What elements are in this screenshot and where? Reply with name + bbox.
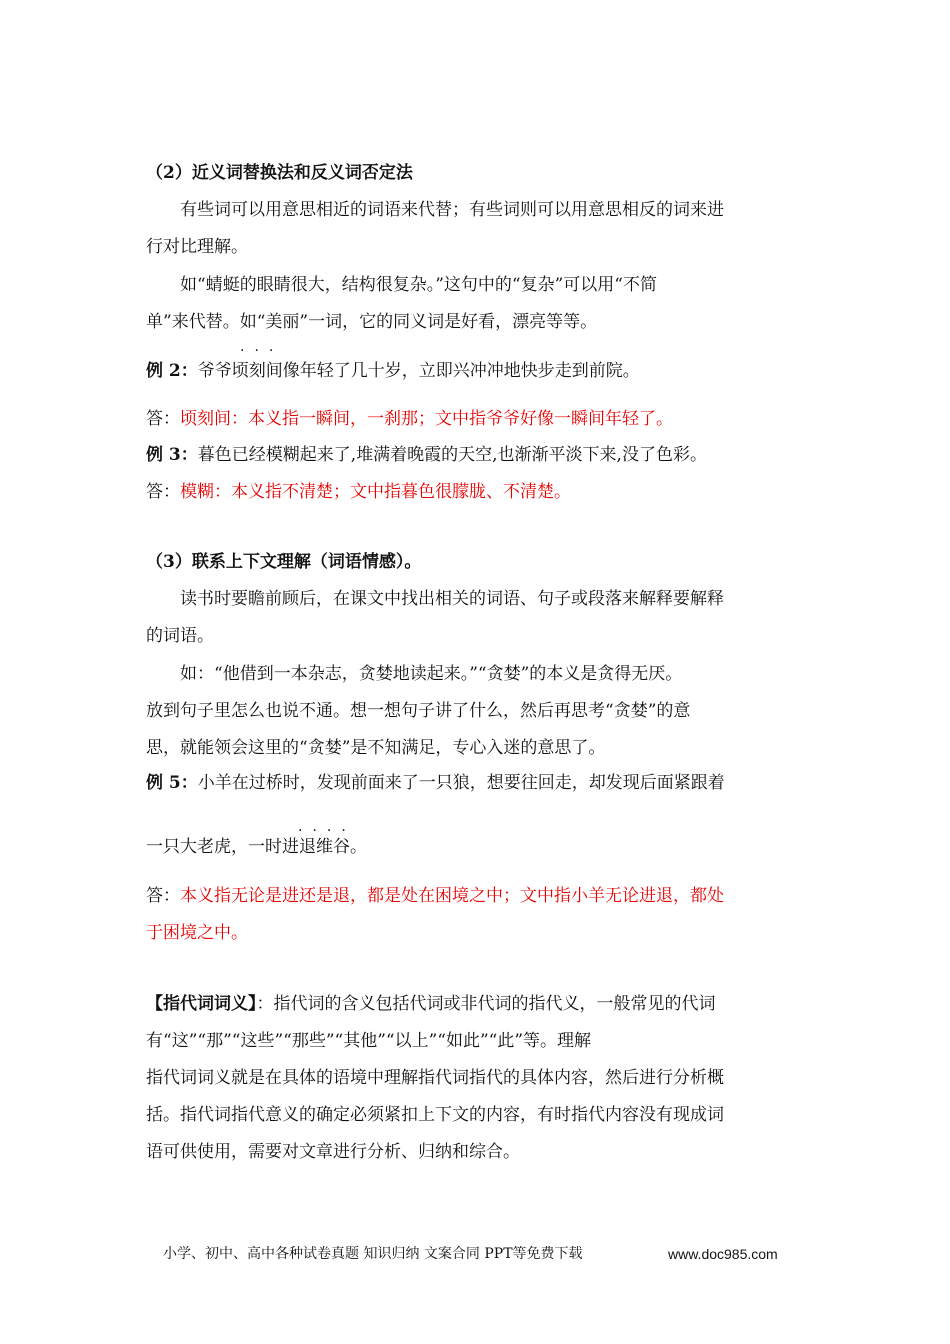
paragraph-line: 思，就能领会这里的“贪婪”是不知满足，专心入迷的意思了。 xyxy=(146,738,606,758)
paragraph-line: 的词语。 xyxy=(146,626,214,646)
footer-url[interactable]: www.doc985.com xyxy=(668,1246,778,1262)
answer-3 xyxy=(146,479,571,505)
paragraph-line: 放到句子里怎么也说不通。想一想句子讲了什么，然后再思考“贪婪”的意 xyxy=(146,701,691,721)
paragraph-line: 单”来代替。如“美丽”一词，它的同义词是好看，漂亮等等。 xyxy=(146,312,598,332)
example-label: 例 3： xyxy=(146,445,198,465)
answer-label: 答： xyxy=(146,886,180,906)
example-3 xyxy=(146,442,707,468)
paragraph-text: ：指代词的含义包括代词或非代词的指代义，一般常见的代词 xyxy=(256,994,716,1014)
answer-text: 本义指无论是进还是退，都是处在困境之中；文中指小羊无论进退，都处 xyxy=(180,886,724,906)
answer-5 xyxy=(146,883,724,909)
emphasis-dots: ... xyxy=(240,339,284,355)
section-heading-2: （2）近义词替换法和反义词否定法 xyxy=(146,163,413,183)
paragraph-line: 语可供使用，需要对文章进行分析、归纳和综合。 xyxy=(146,1142,520,1162)
paragraph-line: 括。指代词指代意义的确定必须紧扣上下文的内容，有时指代内容没有现成词 xyxy=(146,1105,724,1125)
paragraph-line: 读书时要瞻前顾后，在课文中找出相关的词语、句子或段落来解释要解释 xyxy=(180,589,724,609)
section-heading-3: （3）联系上下文理解（词语情感）。 xyxy=(146,552,422,572)
section-heading-pronoun: 【指代词词义】 xyxy=(146,994,257,1014)
paragraph-line: 如：“他借到一本杂志，贪婪地读起来。”“贪婪”的本义是贪得无厌。 xyxy=(180,664,683,684)
answer-text: 模糊：本义指不清楚；文中指暮色很朦胧、不清楚。 xyxy=(180,482,571,502)
paragraph-line: 如“蜻蜓的眼睛很大，结构很复杂。”这句中的“复杂”可以用“不简 xyxy=(180,275,657,295)
example-text: 爷爷顷刻间像年轻了几十岁，立即兴冲冲地快步走到前院。 xyxy=(197,361,640,381)
paragraph-line: 行对比理解。 xyxy=(146,237,248,257)
footer-text: 小学、初中、高中各种试卷真题 知识归纳 文案合同 PPT等免费下载 xyxy=(163,1246,583,1262)
answer-text: 顷刻间：本义指一瞬间，一刹那；文中指爷爷好像一瞬间年轻了。 xyxy=(180,409,673,429)
example-text: 小羊在过桥时，发现前面来了一只狼，想要往回走，却发现后面紧跟着 xyxy=(197,773,725,793)
answer-label: 答： xyxy=(146,482,180,502)
answer-2 xyxy=(146,406,673,432)
paragraph-line: 有“这”“那”“这些”“那些”“其他”“以上”“如此”“此”等。理解 xyxy=(146,1031,592,1051)
example-2 xyxy=(146,358,640,384)
paragraph-line: 指代词词义就是在具体的语境中理解指代词指代的具体内容，然后进行分析概 xyxy=(146,1068,724,1088)
emphasis-dots: .... xyxy=(298,819,356,835)
example-5 xyxy=(146,770,725,796)
answer-text: 于困境之中。 xyxy=(146,923,248,943)
answer-label: 答： xyxy=(146,409,180,429)
pronoun-paragraph xyxy=(146,991,716,1017)
paragraph-line: 有些词可以用意思相近的词语来代替；有些词则可以用意思相反的词来进 xyxy=(180,200,724,220)
example-label: 例 2： xyxy=(146,361,198,381)
example-text: 暮色已经模糊起来了,堆满着晚霞的天空,也渐渐平淡下来,没了色彩。 xyxy=(197,445,707,465)
paragraph-line: 一只大老虎，一时进退维谷。 xyxy=(146,837,367,857)
example-label: 例 5： xyxy=(146,773,198,793)
